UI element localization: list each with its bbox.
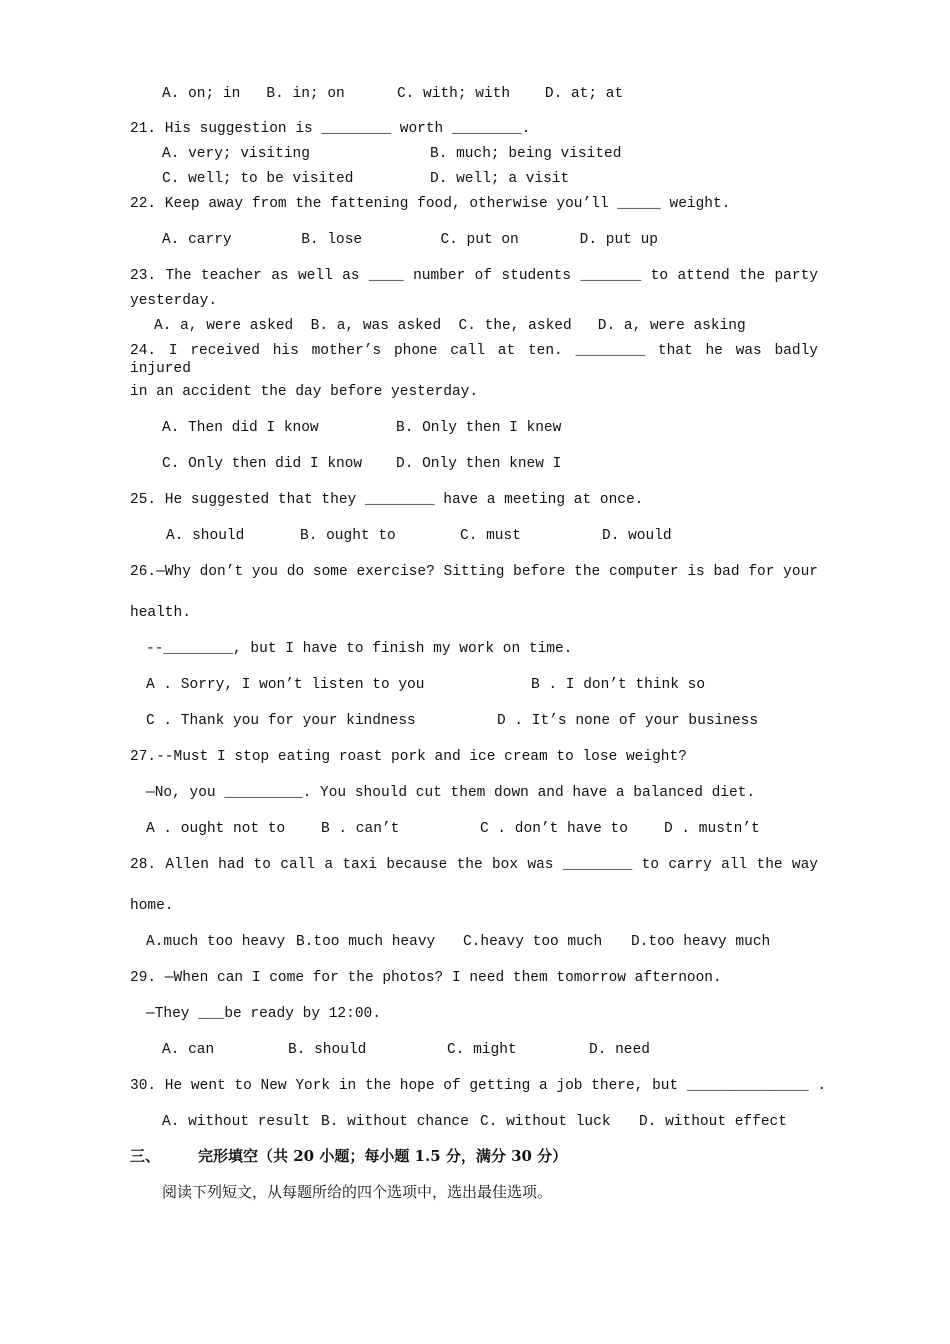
q21-stem: 21. His suggestion is ________ worth ________. (130, 121, 531, 137)
q28-stem-line2: home. (130, 898, 174, 914)
q26-option-c: C . Thank you for your kindness (146, 713, 416, 729)
q30-option-c: C. without luck (480, 1114, 611, 1130)
q21-option-d: D. well; a visit (430, 171, 570, 187)
q24-stem-line1: 24. I received his mother’s phone call at ten. ________ that he was badly injured (130, 343, 818, 377)
q21-option-a: A. very; visiting (162, 146, 310, 162)
q24-option-d: D. Only then knew I (396, 456, 562, 472)
q26-stem-line1: 26.—Why don’t you do some exercise? Sitting before the computer is bad for your (130, 564, 818, 580)
q24-stem-line2: in an accident the day before yesterday. (130, 384, 479, 400)
q21-option-c: C. well; to be visited (162, 171, 354, 187)
q26-option-d: D . It’s none of your business (497, 713, 759, 729)
q28-option-b: B.too much heavy (296, 934, 436, 950)
q28-stem-line1: 28. Allen had to call a taxi because the box was ________ to carry all the way (130, 857, 818, 873)
section-3-number: 三、 (130, 1147, 161, 1165)
q25-option-b: B. ought to (300, 528, 396, 544)
q24-option-c: C. Only then did I know (162, 456, 363, 472)
q29-option-b: B. should (288, 1042, 367, 1058)
section-3-heading (130, 1146, 830, 1166)
q22-stem: 22. Keep away from the fattening food, otherwise you’ll _____ weight. (130, 196, 731, 212)
q30-option-d: D. without effect (639, 1114, 787, 1130)
q26-option-a: A . Sorry, I won’t listen to you (146, 677, 425, 693)
q22-options: A. carry B. lose C. put on D. put up (162, 232, 658, 248)
q24-option-a: A. Then did I know (162, 420, 319, 436)
section-3-title: 完形填空（共 20 小题；每小题 1.5 分，满分 30 分） (198, 1147, 568, 1165)
q21-option-b: B. much; being visited (430, 146, 622, 162)
q26-stem-line2: health. (130, 605, 191, 621)
q27-option-c: C . don’t have to (480, 821, 628, 837)
q26-option-b: B . I don’t think so (531, 677, 706, 693)
section-3-instruction: 阅读下列短文，从每题所给的四个选项中，选出最佳选项。 (162, 1183, 553, 1201)
q29-option-d: D. need (589, 1042, 650, 1058)
q27-option-a: A . ought not to (146, 821, 286, 837)
q30-option-a: A. without result (162, 1114, 310, 1130)
q24-option-b: B. Only then I knew (396, 420, 562, 436)
q27-reply: —No, you _________. You should cut them down and have a balanced diet. (146, 785, 756, 801)
q20-options: A. on; in B. in; on C. with; with D. at; at (162, 86, 624, 102)
q28-option-a: A.much too heavy (146, 934, 286, 950)
q30-stem: 30. He went to New York in the hope of getting a job there, but ______________ . (130, 1078, 827, 1094)
q29-reply: —They ___be ready by 12:00. (146, 1006, 381, 1022)
q29-stem: 29. —When can I come for the photos? I need them tomorrow afternoon. (130, 970, 722, 986)
q28-option-c: C.heavy too much (463, 934, 603, 950)
q25-stem: 25. He suggested that they ________ have a meeting at once. (130, 492, 644, 508)
q29-option-c: C. might (447, 1042, 517, 1058)
q25-option-a: A. should (166, 528, 245, 544)
q25-option-c: C. must (460, 528, 521, 544)
q25-option-d: D. would (602, 528, 672, 544)
q30-option-b: B. without chance (321, 1114, 469, 1130)
q27-stem: 27.--Must I stop eating roast pork and ice cream to lose weight? (130, 749, 687, 765)
q23-options: A. a, were asked B. a, was asked C. the, asked D. a, were asking (154, 318, 746, 334)
q27-option-d: D . mustn’t (664, 821, 760, 837)
q26-reply: --________, but I have to finish my work on time. (146, 641, 573, 657)
q27-option-b: B . can’t (321, 821, 400, 837)
q29-option-a: A. can (162, 1042, 215, 1058)
q23-stem-line1: 23. The teacher as well as ____ number of students _______ to attend the party (130, 268, 818, 284)
q23-stem-line2: yesterday. (130, 293, 218, 309)
q28-option-d: D.too heavy much (631, 934, 771, 950)
